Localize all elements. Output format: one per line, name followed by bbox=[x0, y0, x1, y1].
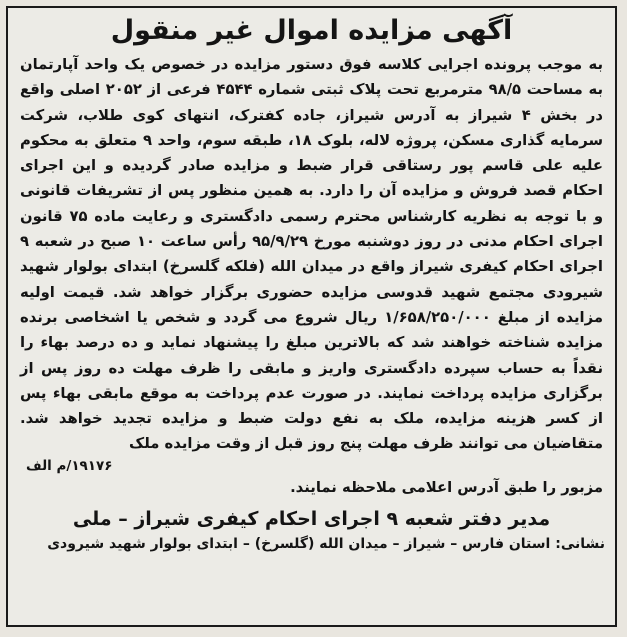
reference-number: ۱۹۱۷۶/م الف bbox=[26, 457, 113, 474]
notice-closing-line: مزبور را طبق آدرس اعلامی ملاحظه نمایند. bbox=[290, 478, 603, 496]
auction-notice bbox=[6, 6, 617, 627]
notice-title: آگهی مزایده اموال غیر منقول bbox=[110, 15, 513, 46]
signature-line: مدیر دفتر شعبه ۹ اجرای احکام کیفری شیراز – ملی bbox=[72, 507, 551, 530]
address-line: نشانی: استان فارس – شیراز – میدان الله (گلسرخ) – ابتدای بولوار شهید شیرودی bbox=[47, 535, 605, 552]
notice-body: به موجب پرونده اجرایی کلاسه فوق دستور مزایده در خصوص یک واحد آپارتمان به مساحت ۹۸/۵ مترمربع تحت پلاک ثبتی شماره ۴۵۴۴ فرعی از ۲۰۵۲ اصلی واقع در بخش ۴ شیراز به آدرس شیراز، جاده کفترک، انتهای کوی طلاب، شرکت سرمایه گذاری مسکن، پروژه لاله، بلوک ۱۸، طبقه سوم، واحد ۹ متعلق به محکوم علیه علی قاسم پور رستاقی قرار ضبط و مزایده صادر گردیده و این اجرای احکام قصد فروش و مزایده آن را دارد. به همین منظور پس از تشریفات قانونی و با توجه به نظریه کارشناس محترم رسمی دادگستری و رعایت ماده ۷۵ قانون اجرای احکام مدنی در روز دوشنبه مورخ ۹۵/۹/۲۹ رأس ساعت ۱۰ صبح در شعبه ۹ اجرای احکام کیفری شیراز واقع در میدان الله (فلکه گلسرخ) ابتدای بولوار شهید شیرودی مجتمع شهید قدوسی مزایده حضوری برگزار خواهد شد. قیمت اولیه مزایده از مبلغ ۱/۶۵۸/۲۵۰/۰۰۰ ریال شروع می گردد و شخص یا اشخاصی برنده مزایده شناخته خواهند شد که بالاترین مبلغ را پیشنهاد نماید و ده درصد بهاء را نقداً به حساب سپرده دادگستری واریز و مابقی را ظرف مهلت ده روز پس از برگزاری مزایده پرداخت نمایند. در صورت عدم پرداخت به موقع مابقی بهاء پس از کسر هزینه مزایده، ملک به نفع دولت ضبط و مزایده تجدید خواهد شد. متقاضیان می توانند ظرف مهلت پنج روز قبل از وقت مزایده ملک bbox=[20, 56, 604, 453]
